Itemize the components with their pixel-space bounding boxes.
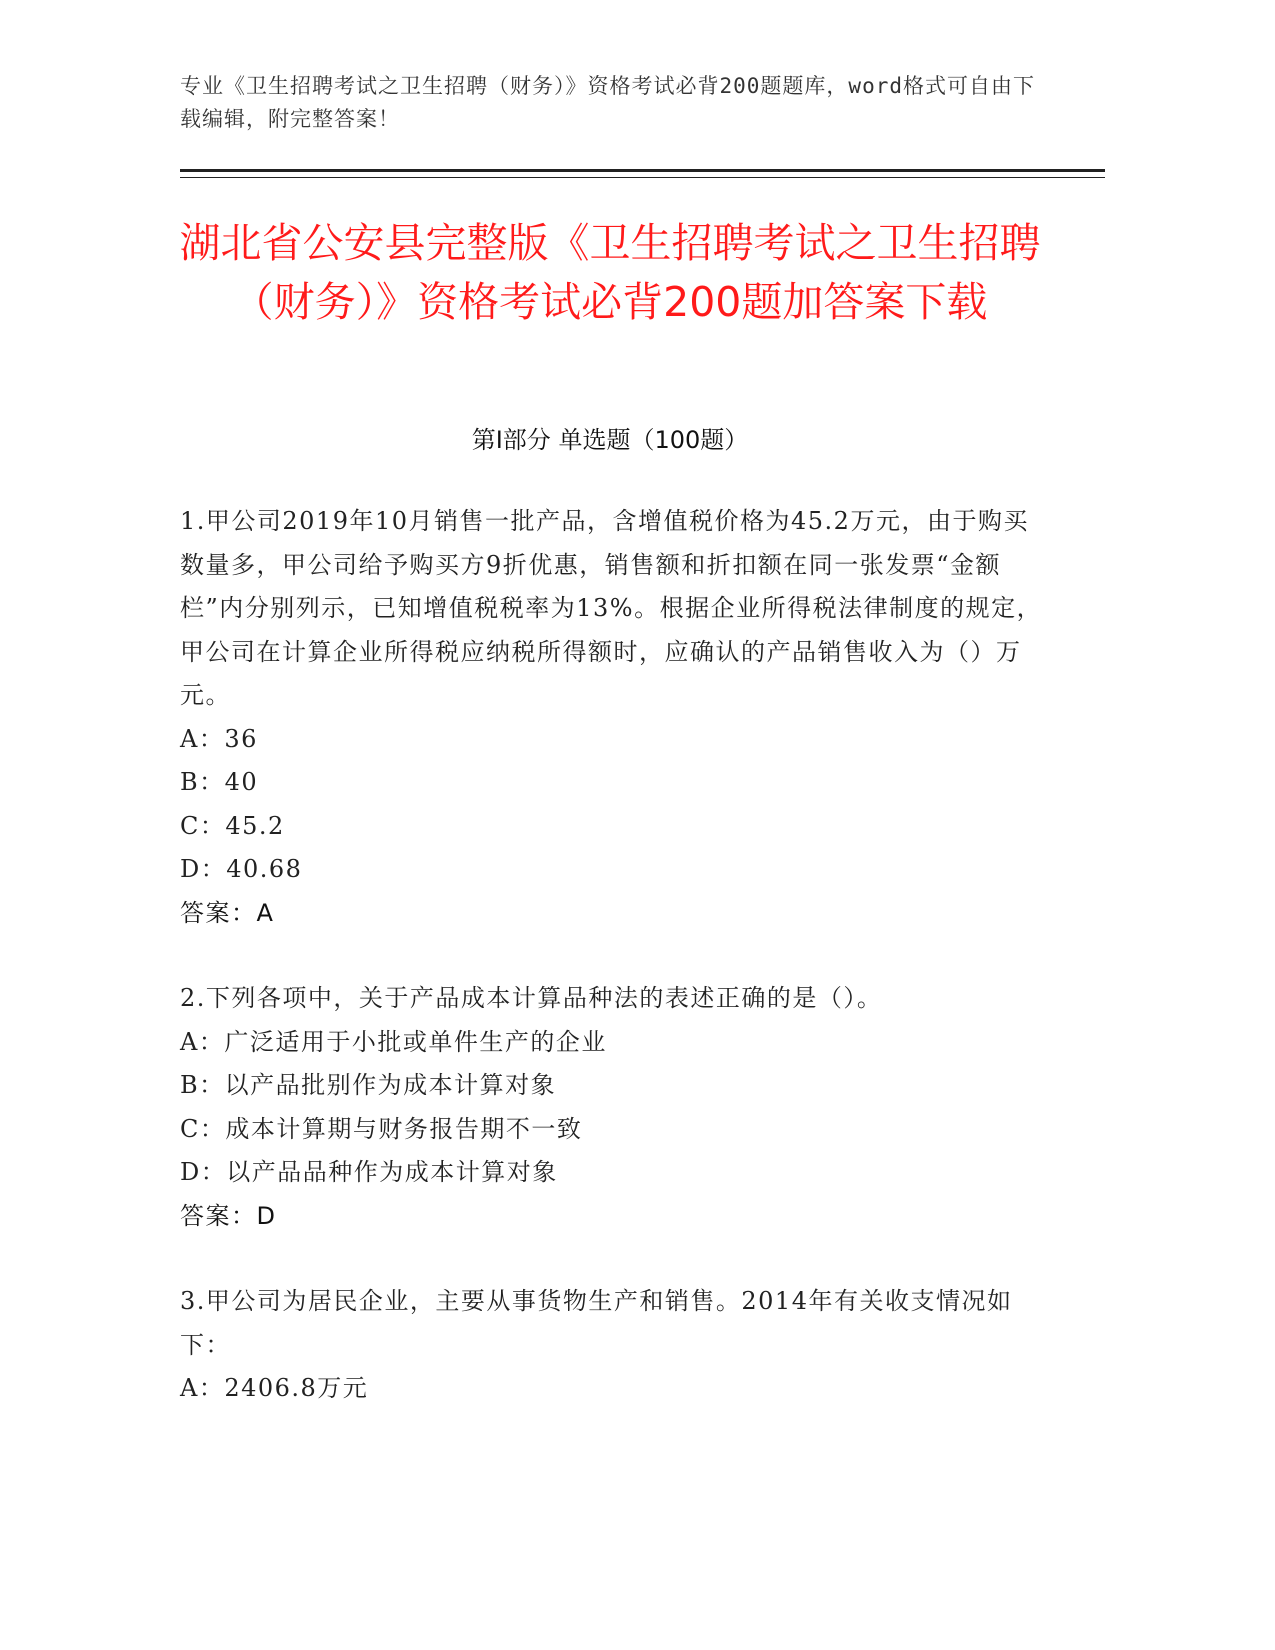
option-b: B：以产品批别作为成本计算对象 (180, 1071, 557, 1099)
question-3 (180, 1280, 1045, 1411)
document-title: 湖北省公安县完整版《卫生招聘考试之卫生招聘（财务）》资格考试必背200题加答案下载 (179, 219, 1041, 326)
option-b: B：40 (180, 768, 259, 796)
question-stem: 2.下列各项中，关于产品成本计算品种法的表述正确的是（）。 (180, 984, 883, 1012)
option-c: C：45.2 (180, 811, 285, 840)
questions-list (180, 500, 1045, 1411)
option-d: D：以产品品种作为成本计算对象 (180, 1158, 558, 1186)
option-a: A：2406.8万元 (180, 1374, 369, 1402)
option-c: C：成本计算期与财务报告期不一致 (180, 1114, 583, 1143)
question-stem: 1.甲公司2019年10月销售一批产品，含增值税价格为45.2万元，由于购买数量多，甲公司给予购买方9折优惠，销售额和折扣额在同一张发票“金额栏”内分别列示，已知增值税税率为13%。根据企业所得税法律制度的规定，甲公司在计算企业所得税应纳税所得额时，应确认的产品销售收入为（）万元。 (180, 507, 1043, 709)
question-stem: 3.甲公司为居民企业，主要从事货物生产和销售。2014年有关收支情况如下： (180, 1287, 1013, 1359)
option-d: D：40.68 (180, 855, 303, 883)
question-2 (180, 977, 1045, 1238)
option-a: A：36 (180, 724, 258, 753)
answer: 答案：D (180, 1201, 277, 1230)
option-a: A：广泛适用于小批或单件生产的企业 (180, 1027, 607, 1056)
header-rule-thin (180, 177, 1105, 178)
answer: 答案：A (180, 898, 275, 927)
question-1 (180, 500, 1045, 935)
section-heading: 第Ⅰ部分 单选题（100题） (471, 426, 749, 454)
header-rule-thick (180, 169, 1105, 172)
header-note: 专业《卫生招聘考试之卫生招聘（财务）》资格考试必背200题题库，word格式可自由下载编辑，附完整答案！ (180, 74, 1035, 131)
